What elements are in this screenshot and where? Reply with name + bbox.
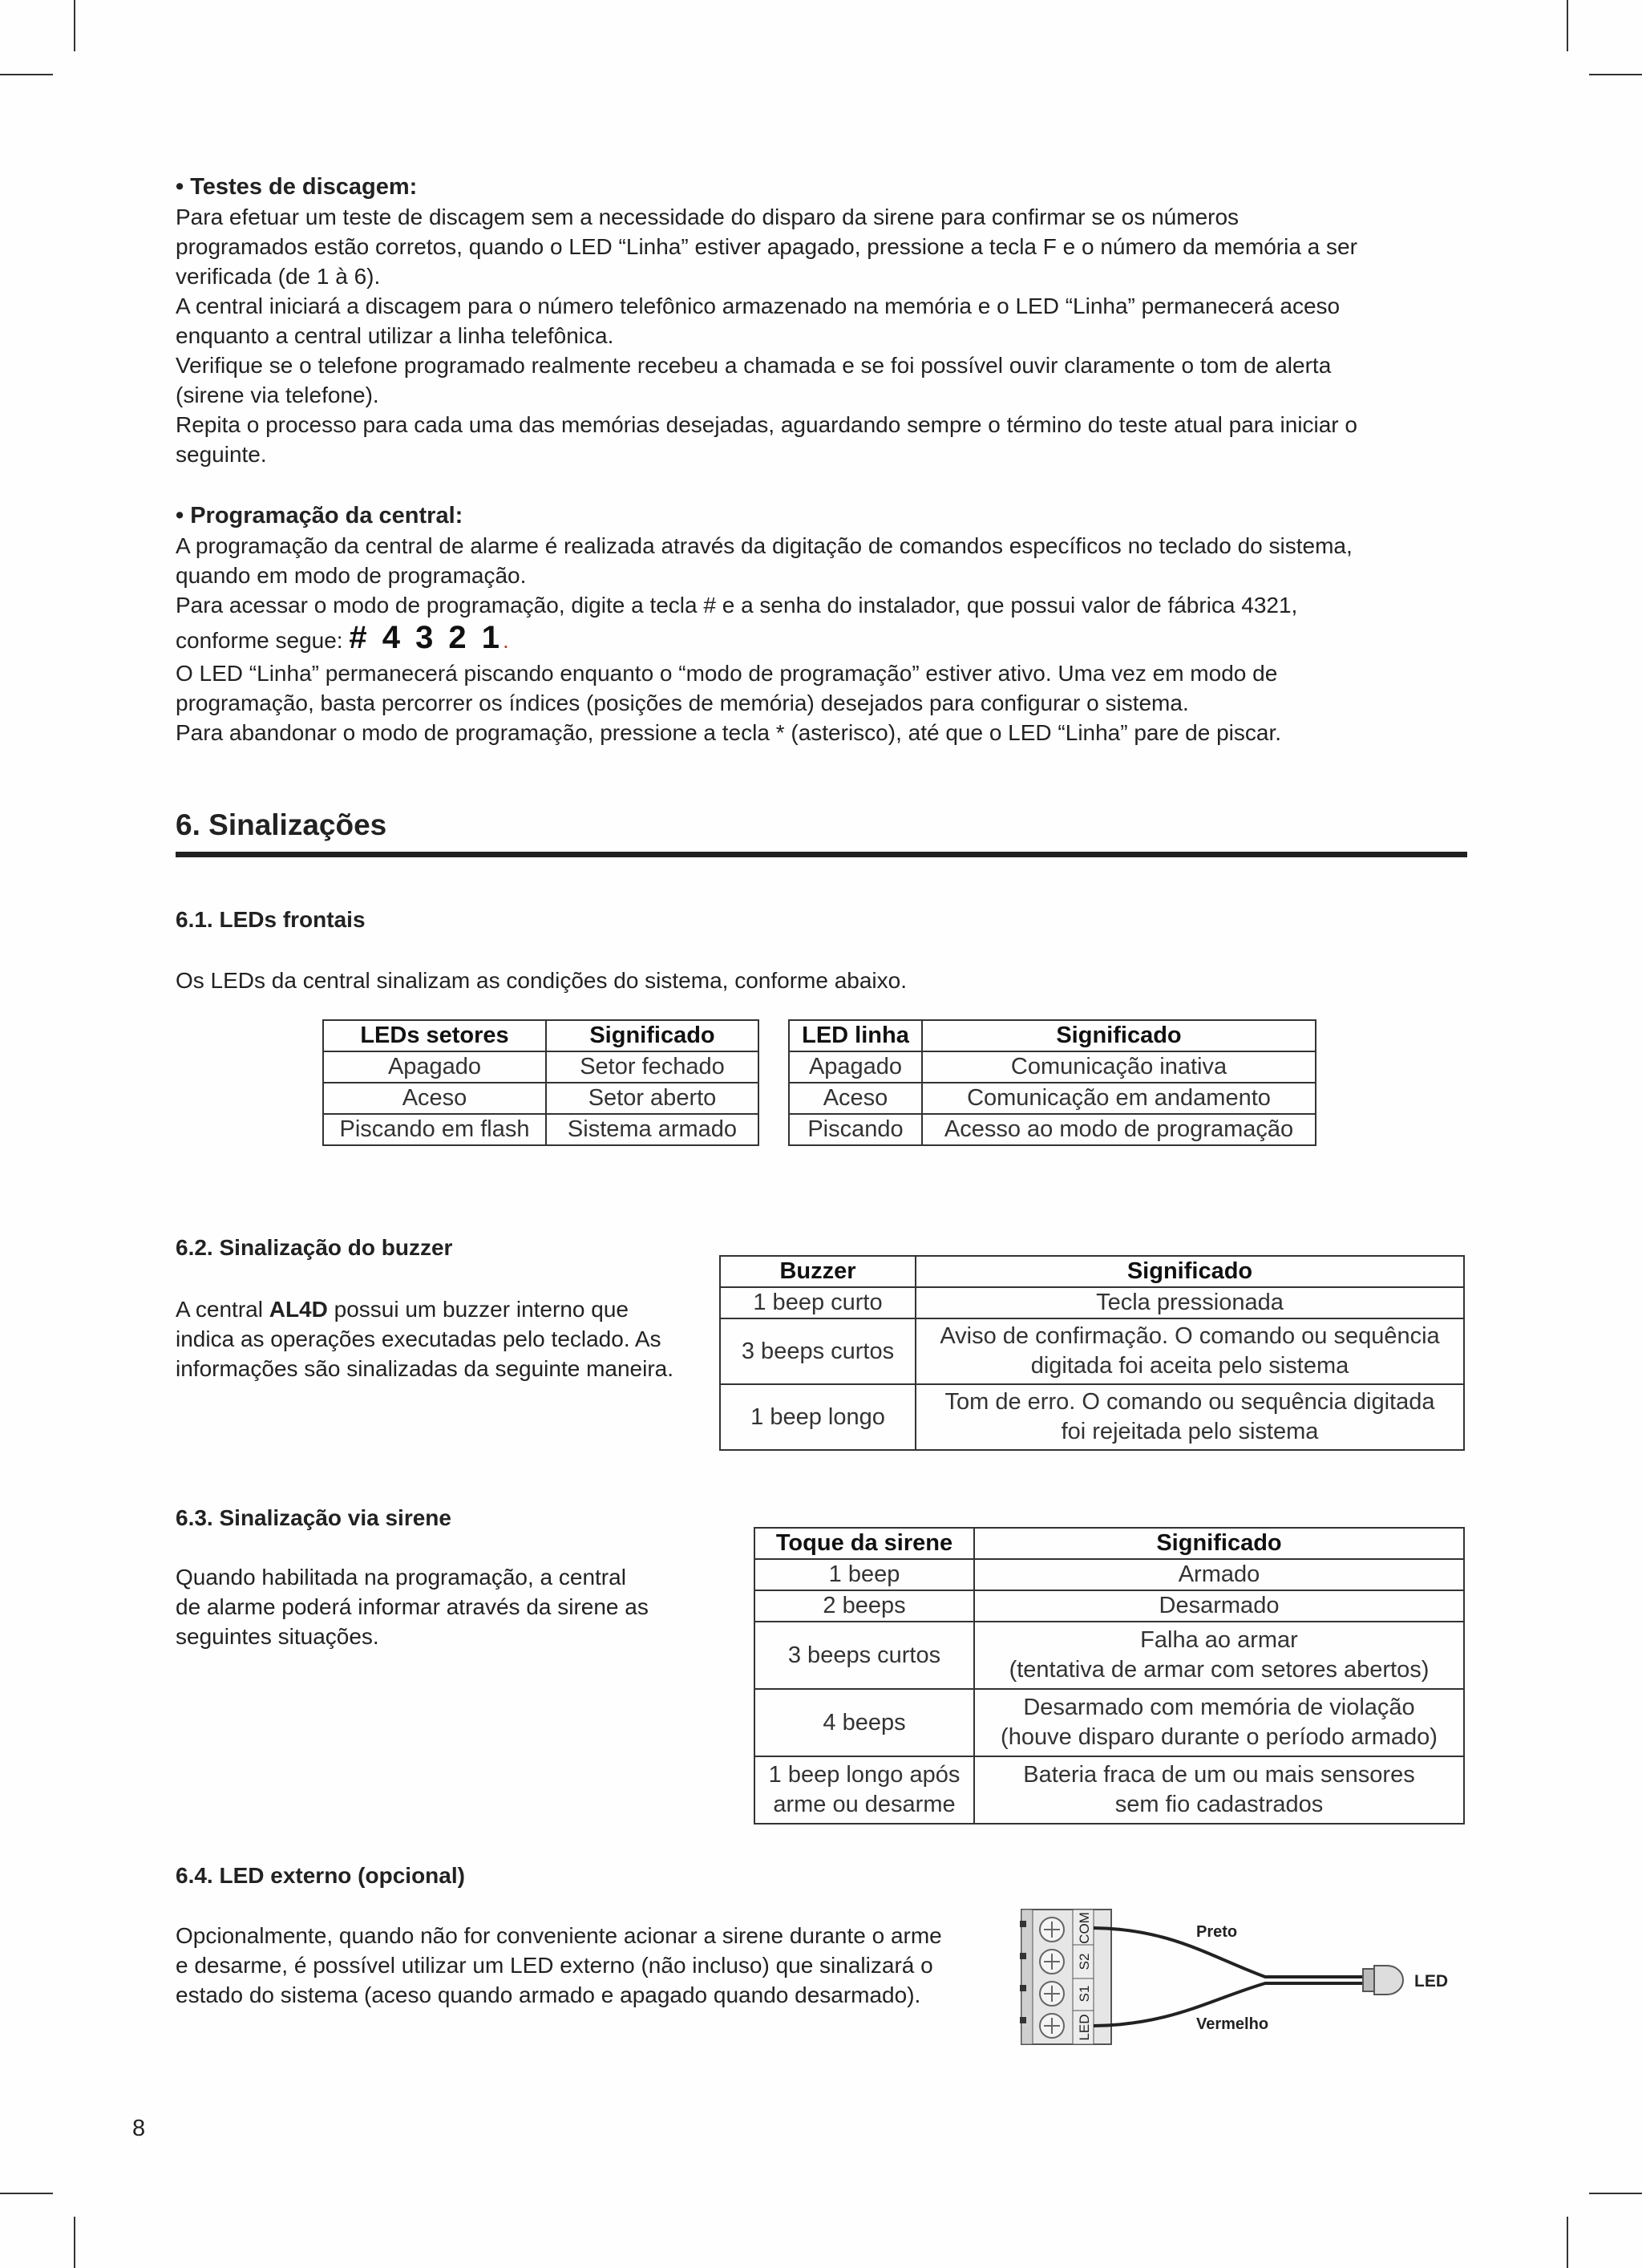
code-period: . <box>503 628 509 653</box>
cell-line: sem fio cadastrados <box>1114 1792 1324 1817</box>
cell-line: Tecla pressionada <box>1096 1290 1284 1315</box>
cell-line: Tom de erro. O comando ou sequência digitada <box>944 1389 1435 1415</box>
table-row <box>789 1051 1316 1083</box>
table-cell: Comunicação em andamento <box>922 1083 1316 1114</box>
cell-line: (houve disparo durante o período armado) <box>1001 1724 1438 1750</box>
table-cell <box>754 1689 974 1756</box>
s63-line: Quando habilitada na programação, a central <box>176 1565 626 1590</box>
table-header: Significado <box>546 1020 758 1051</box>
cell-line: Falha ao armar <box>1140 1627 1298 1653</box>
programacao-line: Para abandonar o modo de programação, pressione a tecla * (asterisco), até que o LED “Linha” pare de piscar. <box>176 720 1282 745</box>
cell-line: foi rejeitada pelo sistema <box>1061 1419 1319 1444</box>
testes-line: verificada (de 1 à 6). <box>176 264 381 289</box>
table-row <box>720 1384 1464 1450</box>
programacao-line: O LED “Linha” permanecerá piscando enquanto o “modo de programação” estiver ativo. Uma vez em modo de <box>176 661 1278 686</box>
table-cell: Apagado <box>789 1051 922 1083</box>
cell-line: Aviso de confirmação. O comando ou sequência <box>940 1323 1440 1349</box>
cell-line: 4 beeps <box>823 1709 906 1735</box>
table-cell <box>916 1287 1464 1318</box>
subsection-title-6-2: 6.2. Sinalização do buzzer <box>176 1235 453 1260</box>
cell-line: Desarmado com memória de violação <box>1023 1695 1415 1720</box>
cell-line: Desarmado <box>1159 1593 1280 1618</box>
table-row <box>323 1051 758 1083</box>
conforme-text: conforme segue: <box>176 628 350 653</box>
programacao-block <box>176 501 1490 747</box>
testes-line: programados estão corretos, quando o LED “Linha” estiver apagado, pressione a tecla F e o número da memória a ser <box>176 234 1357 259</box>
table-cell <box>974 1622 1464 1689</box>
table-cell <box>754 1590 974 1622</box>
terminal-label-s1: S1 <box>1077 1985 1092 2003</box>
s64-text <box>176 1921 1009 2010</box>
table-header: LEDs setores <box>323 1020 546 1051</box>
subsection-title-6-4: 6.4. LED externo (opcional) <box>176 1863 465 1888</box>
table-header: Significado <box>922 1020 1316 1051</box>
table-row <box>323 1083 758 1114</box>
crop-mark <box>0 74 53 75</box>
table-cell <box>974 1689 1464 1756</box>
programacao-code-line <box>176 620 1490 658</box>
table-row <box>720 1318 1464 1384</box>
table-row <box>720 1287 1464 1318</box>
s64-line: estado do sistema (aceso quando armado e apagado quando desarmado). <box>176 1982 921 2007</box>
product-name: AL4D <box>269 1297 328 1322</box>
table-cell: Piscando <box>789 1114 922 1145</box>
table-row <box>754 1559 1464 1590</box>
s63-line: de alarme poderá informar através da sirene as <box>176 1594 649 1619</box>
table-header: Toque da sirene <box>754 1528 974 1559</box>
table-cell: Acesso ao modo de programação <box>922 1114 1316 1145</box>
s62-line <box>176 1294 713 1324</box>
subsection-title-6-3: 6.3. Sinalização via sirene <box>176 1505 451 1530</box>
table-row <box>789 1114 1316 1145</box>
testes-line: Verifique se o telefone programado realmente recebeu a chamada e se foi possível ouvir claramente o tom de alerta <box>176 353 1332 378</box>
cell-line: Armado <box>1178 1561 1260 1587</box>
s63-text <box>176 1562 713 1651</box>
table-cell <box>754 1559 974 1590</box>
cell-line: 3 beeps curtos <box>787 1642 941 1668</box>
terminal-block <box>1021 1910 1111 2044</box>
testes-block <box>176 172 1474 469</box>
cell-line: arme ou desarme <box>773 1792 956 1817</box>
table-header: Buzzer <box>720 1256 916 1287</box>
programacao-line: quando em modo de programação. <box>176 563 527 588</box>
section-title: 6. Sinalizações <box>176 808 387 841</box>
s64-line: e desarme, é possível utilizar um LED externo (não incluso) que sinalizará o <box>176 1953 933 1978</box>
s62-line: indica as operações executadas pelo teclado. As <box>176 1326 661 1351</box>
table-cell: Aceso <box>789 1083 922 1114</box>
table-cell <box>754 1756 974 1824</box>
programacao-line: Para acessar o modo de programação, digite a tecla # e a senha do instalador, que possui valor de fábrica 4321, <box>176 593 1298 618</box>
s64-line: Opcionalmente, quando não for conveniente acionar a sirene durante o arme <box>176 1923 942 1948</box>
led-wiring-diagram <box>1010 1905 1459 2049</box>
table-row <box>754 1689 1464 1756</box>
crop-mark <box>74 0 75 51</box>
crop-mark <box>1589 74 1642 75</box>
page-number: 8 <box>132 2116 146 2141</box>
testes-title: • Testes de discagem: <box>176 174 418 200</box>
cell-line: digitada foi aceita pelo sistema <box>1030 1353 1349 1379</box>
s63-line: seguintes situações. <box>176 1624 379 1649</box>
leds-setores-table <box>322 1019 759 1146</box>
led-linha-table <box>788 1019 1316 1146</box>
table-cell <box>974 1590 1464 1622</box>
table-cell: 1 beep longo <box>720 1384 916 1450</box>
led-icon <box>1363 1966 1403 1995</box>
wire-label-vermelho: Vermelho <box>1196 2015 1269 2033</box>
s62-line: informações são sinalizadas da seguinte maneira. <box>176 1356 674 1381</box>
testes-line: A central iniciará a discagem para o número telefônico armazenado na memória e o LED “Linha” permanecerá aceso <box>176 294 1341 318</box>
s62-text-post: possui um buzzer interno que <box>327 1297 629 1322</box>
terminal-label-led: LED <box>1077 2014 1092 2041</box>
crop-mark <box>1589 2193 1642 2194</box>
terminal-label-s2: S2 <box>1077 1953 1092 1970</box>
table-row <box>323 1114 758 1145</box>
table-cell: Sistema armado <box>546 1114 758 1145</box>
wire-label-preto: Preto <box>1196 1923 1238 1941</box>
table-cell <box>916 1384 1464 1450</box>
subsection-title-6-1: 6.1. LEDs frontais <box>176 907 366 932</box>
s61-intro: Os LEDs da central sinalizam as condições do sistema, conforme abaixo. <box>176 968 907 993</box>
testes-line: enquanto a central utilizar a linha telefônica. <box>176 323 614 348</box>
table-row <box>789 1083 1316 1114</box>
table-cell <box>754 1622 974 1689</box>
password-code: # 4 3 2 1 <box>349 620 504 655</box>
table-cell: Setor fechado <box>546 1051 758 1083</box>
table-cell: Piscando em flash <box>323 1114 546 1145</box>
terminal-label-com: COM <box>1077 1912 1092 1944</box>
table-cell <box>974 1756 1464 1824</box>
table-row <box>754 1756 1464 1824</box>
crop-mark <box>1567 2217 1568 2268</box>
cell-line: Bateria fraca de um ou mais sensores <box>1023 1762 1415 1788</box>
cell-line: 1 beep <box>828 1561 900 1587</box>
programacao-line: programação, basta percorrer os índices (posições de memória) desejados para configurar o sistema. <box>176 691 1189 715</box>
programacao-title: • Programação da central: <box>176 503 463 529</box>
s62-text <box>176 1294 713 1383</box>
terminal-strip <box>1021 1910 1033 2044</box>
table-cell: Setor aberto <box>546 1083 758 1114</box>
testes-line: Repita o processo para cada uma das memórias desejadas, aguardando sempre o término do teste atual para iniciar o <box>176 412 1357 437</box>
table-row <box>754 1622 1464 1689</box>
sirene-table <box>754 1527 1465 1825</box>
testes-line: (sirene via telefone). <box>176 383 379 407</box>
testes-line: seguinte. <box>176 442 267 467</box>
s62-text-pre: A central <box>176 1297 269 1322</box>
testes-line: Para efetuar um teste de discagem sem a necessidade do disparo da sirene para confirmar se os números <box>176 205 1240 229</box>
table-cell <box>916 1318 1464 1384</box>
table-header: LED linha <box>789 1020 922 1051</box>
crop-mark <box>74 2217 75 2268</box>
table-cell: Apagado <box>323 1051 546 1083</box>
cell-line: 1 beep longo após <box>768 1762 961 1788</box>
buzzer-table <box>719 1255 1465 1451</box>
table-cell: Comunicação inativa <box>922 1051 1316 1083</box>
terminal-label-column <box>1073 1910 1094 2044</box>
table-header: Significado <box>974 1528 1464 1559</box>
programacao-line: A programação da central de alarme é realizada através da digitação de comandos específicos no teclado do sistema, <box>176 533 1353 558</box>
table-header: Significado <box>916 1256 1464 1287</box>
table-cell: 1 beep curto <box>720 1287 916 1318</box>
led-label: LED <box>1414 1972 1448 1991</box>
table-cell <box>974 1559 1464 1590</box>
table-row <box>754 1590 1464 1622</box>
table-cell: Aceso <box>323 1083 546 1114</box>
cell-line: 2 beeps <box>823 1593 906 1618</box>
table-cell: 3 beeps curtos <box>720 1318 916 1384</box>
crop-mark <box>1567 0 1568 51</box>
cell-line: (tentativa de armar com setores abertos) <box>1009 1657 1430 1683</box>
section-rule <box>176 852 1467 857</box>
crop-mark <box>0 2193 53 2194</box>
